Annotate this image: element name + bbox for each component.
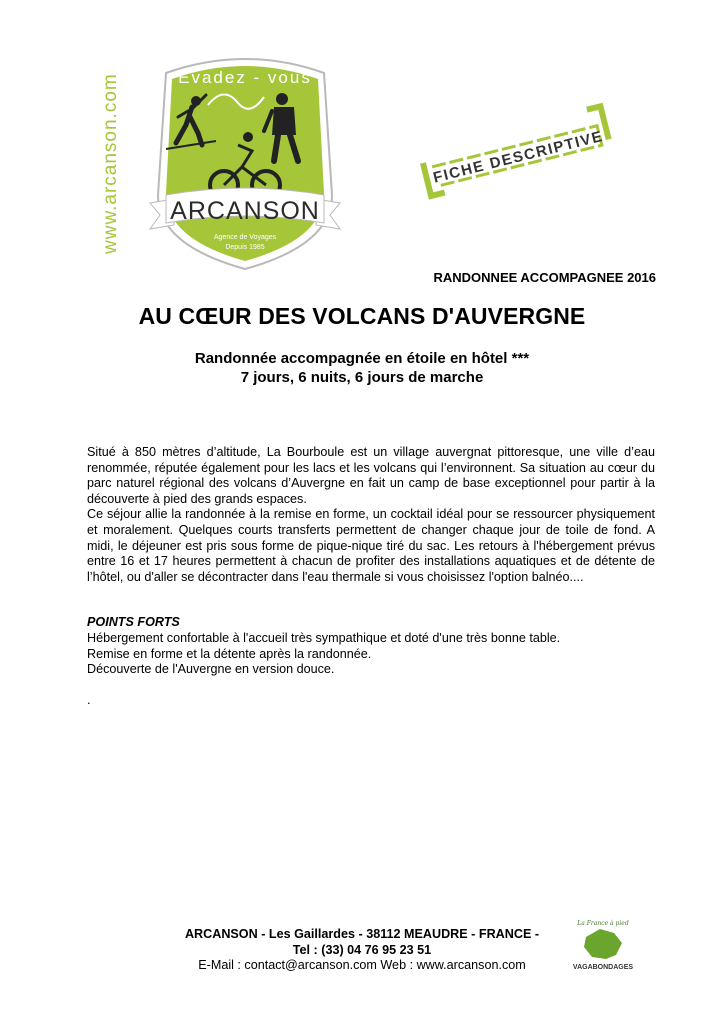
points-forts-title: POINTS FORTS	[87, 615, 180, 629]
vagabondages-tagline: La France à pied	[577, 920, 629, 927]
stamp-text: FICHE DESCRIPTIVE	[431, 127, 606, 187]
description-paragraph-1: Situé à 850 mètres d’altitude, La Bourboule est un village auvergnat pittoresque, une ville d’eau renommée, réputée également pour les lacs et les volcans qui l’environnent. Sa situation au cœur du parc naturel régional des volcans d’Auvergne en fait un camp de base exceptionnel pour partir à la découverte à pied des grands espaces.	[87, 445, 655, 506]
page-title: AU CŒUR DES VOLCANS D'AUVERGNE	[138, 303, 586, 329]
side-url-text: www.arcanson.com	[100, 73, 121, 254]
france-map-icon	[584, 929, 622, 959]
logo-agency-line1: Agence de Voyages	[213, 234, 277, 241]
logo-slogan: Évadez - vous	[178, 68, 312, 87]
description-paragraph-2: Ce séjour allie la randonnée à la remise en forme, un cocktail idéal pour se ressourcer physiquement et moralement. Quelques courts transferts permettent de changer chaque jour de toile de fond. A midi, le déjeuner est pris sous forme de pique-nique tiré du sac. Les retours à l'hébergement prévus entre 16 et 17 heures permettent à chacun de profiter des installations aquatiques et de détente de l’hôtel, ou d'aller se décontracter dans l'eau thermale si vous choisissez l'option balnéo....	[87, 507, 655, 584]
logo-agency-line2: Depuis 1985	[225, 244, 265, 251]
description	[87, 445, 655, 585]
list-item: Remise en forme et la détente après la randonnée.	[87, 646, 372, 661]
side-website-text	[84, 58, 128, 258]
subtitle-line1: Randonnée accompagnée en étoile en hôtel ***	[194, 350, 530, 367]
arcanson-logo	[146, 45, 344, 271]
vagabondages-name: VAGABONDAGES	[572, 964, 634, 971]
list-item: Hébergement confortable à l'accueil très sympathique et doté d'une très bonne table.	[87, 631, 561, 645]
subtitle-line2: 7 jours, 6 nuits, 6 jours de marche	[240, 369, 484, 386]
footer-phone: Tel : (33) 04 76 95 23 51	[292, 942, 432, 957]
list-item: Découverte de l'Auvergne en version douce.	[87, 662, 335, 677]
vagabondages-logo	[570, 915, 636, 973]
footer-address: ARCANSON - Les Gaillardes - 38112 MEAUDRE - FRANCE -	[184, 927, 540, 941]
trailing-dot: .	[87, 693, 91, 707]
footer-contact: E-Mail : contact@arcanson.com Web : www.arcanson.com	[198, 958, 526, 973]
points-forts-list	[87, 631, 560, 678]
trip-category: RANDONNEE ACCOMPAGNEE 2016	[433, 270, 656, 285]
subtitle	[0, 349, 724, 387]
logo-brand: ARCANSON	[170, 197, 320, 225]
fiche-descriptive-stamp	[410, 100, 624, 212]
